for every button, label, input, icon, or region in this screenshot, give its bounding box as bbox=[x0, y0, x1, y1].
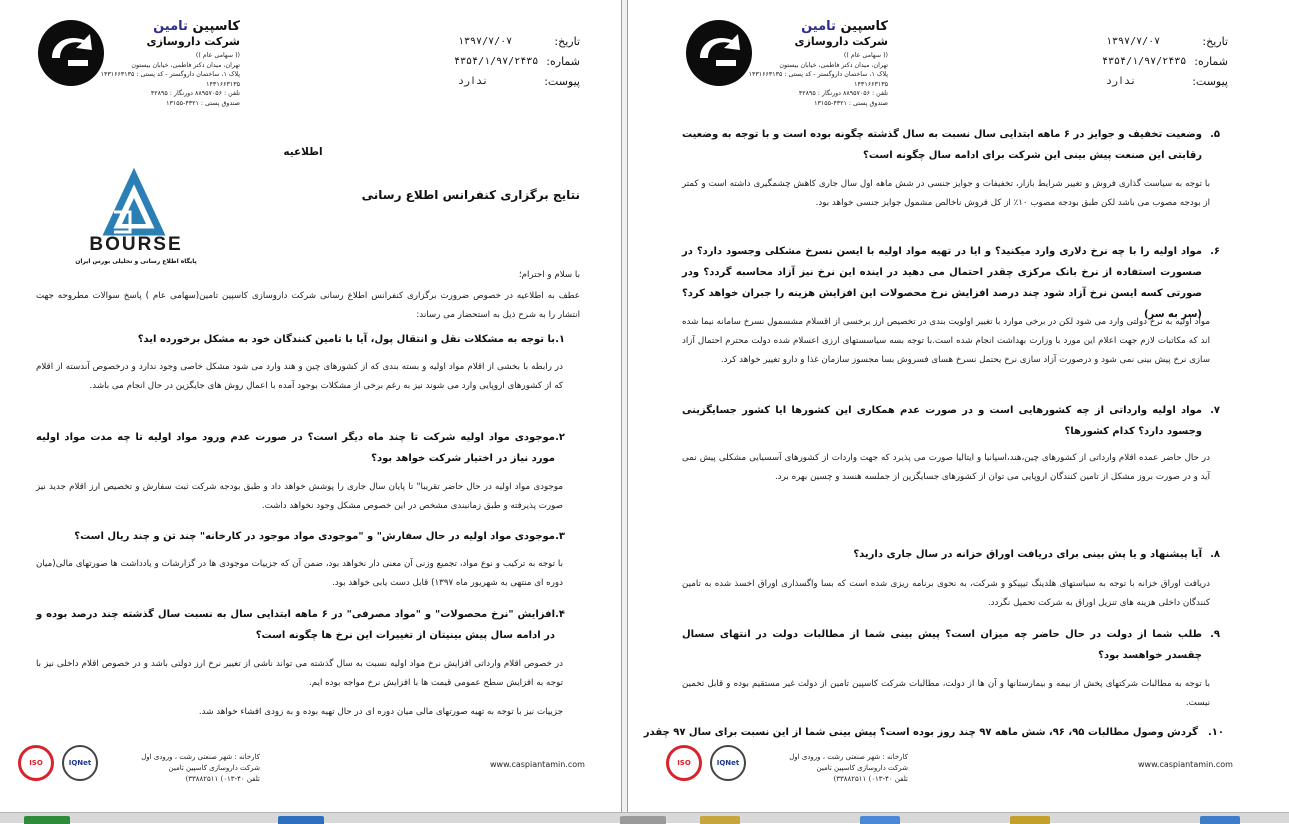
question-9: طلب شما از دولت در حال حاضر چه میزان است؟ پیش بینی شما از مطالبات دولت در انتهای سسال چقسدر خواهسد بود؟ bbox=[682, 629, 1202, 661]
question-8-number: ۸. bbox=[1210, 549, 1220, 560]
company-phone: تلفن : ۸۸۹۵۷۰۵۶ دورنگار : ۴۲۸۹۵ bbox=[798, 90, 888, 98]
question-7-number: ۷. bbox=[1210, 405, 1220, 416]
attach-label: پیوست: bbox=[1192, 75, 1228, 88]
date-label: تاریخ: bbox=[1202, 35, 1228, 48]
question-4: افزایش "نرخ محصولات" و "مواد مصرفی" در ۶ ماهه ابتدایی سال به نسبت سال گذشته چند درصد بوده و در ادامه سال پیش بینیتان از تغییرات این نرخ ها چگونه است؟ bbox=[36, 609, 555, 641]
date-value: ۱۳۹۷/۷/۰۷ bbox=[458, 36, 513, 47]
attach-label: پیوست: bbox=[544, 75, 580, 88]
company-type: (( سهامی عام )) bbox=[195, 52, 240, 59]
taskbar-app-icon[interactable] bbox=[860, 816, 900, 824]
company-subtitle: شرکت داروسازی bbox=[146, 35, 240, 48]
bourse-text: BOURSE bbox=[89, 234, 183, 255]
footer-address: کارخانه : شهر صنعتی رشت ، ورودی اول شرکت داروسازی کاسپین تامین تلفن ۴۰-۰۱۳) ۳۳۸۸۲۵۱۱) bbox=[789, 753, 908, 783]
company-address-1: تهران، میدان دکتر فاطمی، خیابان بیستون bbox=[779, 61, 888, 69]
question-6-number: ۶. bbox=[1210, 246, 1220, 257]
date-value: ۱۳۹۷/۷/۰۷ bbox=[1106, 36, 1161, 47]
attach-value: ندارد bbox=[1106, 76, 1137, 87]
document-title: نتایج برگزاری کنفرانس اطلاع رسانی bbox=[361, 188, 580, 202]
company-logo-icon bbox=[686, 20, 752, 86]
company-pobox: صندوق پستی : ۴۳۲۱-۱۳۱۵۵ bbox=[814, 99, 888, 107]
company-postal: ۱۴۳۱۶۶۳۱۳۵ bbox=[206, 80, 240, 88]
date-label: تاریخ: bbox=[554, 35, 580, 48]
answer-3: با توجه به ترکیب و نوع مواد، تجمیع وزنی آن معنی دار نخواهد بود، ضمن آن که جزییات موجودی ها در گزارشات و یادداشت ها صورتهای مالی(میان دوره ای منتهی به شهریور ماه ۱۳۹۷) قابل دست یابی خواهد بود. bbox=[36, 559, 563, 588]
question-3-number: ۳. bbox=[555, 531, 565, 542]
question-2: موجودی مواد اولیه شرکت تا چند ماه دیگر است؟ در صورت عدم ورود مواد اولیه تا چه مدت مواد اولیه مورد نیاز در اختیار شرکت خواهد بود؟ bbox=[36, 432, 555, 464]
answer-4: در خصوص اقلام وارداتی افزایش نرخ مواد اولیه نسبت به سال گذشته می تواند ناشی از تغییر نرخ ارز دولتی باشد و در خصوص اقلام داخلی نیز با توجه به افزایش سطح عمومی قیمت ها با افزایش نرخ مواجه بوده ایم. bbox=[36, 659, 563, 688]
footer-url[interactable]: www.caspiantamin.com bbox=[1138, 760, 1233, 769]
certification-badge-iqnet: IQNet bbox=[62, 745, 98, 781]
taskbar-app-icon[interactable] bbox=[278, 816, 324, 824]
taskbar-app-icon[interactable] bbox=[24, 816, 70, 824]
document-page-2 bbox=[628, 0, 1289, 812]
answer-2: موجودی مواد اولیه در حال حاضر تقریبا" تا پایان سال جاری را پوشش خواهد داد و طبق بودجه شرکت ثبت سفارش و تخصیص ارز اقلام جدید نیز صورت پذیرفته و طبق زمانبندی مشخص در این خصوص مشکل وجود نخواهد داشت. bbox=[36, 482, 563, 511]
number-label: شماره: bbox=[546, 55, 580, 68]
question-9-number: ۹. bbox=[1210, 629, 1220, 640]
page-separator bbox=[621, 0, 628, 812]
taskbar-app-icon[interactable] bbox=[1010, 816, 1050, 824]
question-1: با توجه به مشکلات نقل و انتقال پول، آیا با تامین کنندگان خود به مشکل برخورده اید؟ bbox=[137, 334, 555, 345]
number-label: شماره: bbox=[1194, 55, 1228, 68]
bourse-mark-icon bbox=[70, 168, 202, 272]
question-1-number: ۱. bbox=[555, 334, 565, 345]
company-address-2: پلاک ۱، ساختمان داروگستر - کد پستی : ۱۴۳۱۶۶۳۱۳۵ bbox=[748, 71, 888, 79]
footer-url[interactable]: www.caspiantamin.com bbox=[490, 760, 585, 769]
footer-address: کارخانه : شهر صنعتی رشت ، ورودی اول شرکت داروسازی کاسپین تامین تلفن ۴۰-۰۱۳) ۳۳۸۸۲۵۱۱) bbox=[141, 753, 260, 783]
question-2-number: ۲. bbox=[555, 432, 565, 443]
number-value: ۴۳۵۴/۱/۹۷/۲۴۳۵ bbox=[453, 56, 539, 67]
company-logo-icon bbox=[38, 20, 104, 86]
question-5: وضعیت تخفیف و جوایز در ۶ ماهه ابتدایی سال نسبت به سال گذشته چگونه بوده است و با توجه به وضعیت رقابتی این صنعت پیش بینی این شرکت برای ادامه سال چگونه است؟ bbox=[682, 129, 1202, 161]
taskbar-app-icon[interactable] bbox=[1200, 816, 1240, 824]
question-6: مواد اولیه را با چه نرخ دلاری وارد میکنید؟ و ایا در تهیه مواد اولیه با ایسن نسرخ مشکلی وجسود دارد؟ در صسورت استفاده از نرخ بانک مرکزی چقدر احتمال می دهید در اینده این نرخ نیز آزاد محاسبه گردد؟ ودر صورتی کسه ایسن نرخ آزاد شود چند درصد افزایش نرخ محصولات این افزایش هزینه را جبران خواهد کرد؟ (سر به سر) bbox=[682, 246, 1202, 320]
company-pobox: صندوق پستی : ۴۳۲۱-۱۳۱۵۵ bbox=[166, 99, 240, 107]
question-8: آیا پیشنهاد و یا پش بینی برای دریافت اوراق خزانه در سال جاری دارید؟ bbox=[853, 549, 1202, 560]
question-10: گردش وصول مطالبات ۹۵، ۹۶، شش ماهه ۹۷ چند روز بوده است؟ پیش بینی شما از این نسبت برای سال ۹۷ چقدر bbox=[643, 727, 1198, 738]
company-address-1: تهران، میدان دکتر فاطمی، خیابان بیستون bbox=[131, 61, 240, 69]
attach-value: ندارد bbox=[458, 76, 489, 87]
letter-refs bbox=[453, 32, 580, 92]
question-3: موجودی مواد اولیه در حال سفارش" و "موجودی مواد موجود در کارخانه" چند تن و چند ریال است؟ bbox=[74, 531, 555, 542]
answer-1: در رابطه با بخشی از اقلام مواد اولیه و بسته بندی که از کشورهای چین و هند وارد می شود مشکل خاصی وجود ندارد و درخصوص آندسته از اقلام که از کشورهای اروپایی وارد می شوند نیز به رغم برخی از مشکلات بوجود آمده با اعمال روش های جایگزین در حال انجام می باشد. bbox=[36, 362, 563, 391]
question-10-number: ۱۰. bbox=[1207, 727, 1224, 738]
answer-8: دریافت اوراق خزانه با توجه به سیاستهای هلدینگ تیپیکو و شرکت، به نحوی برنامه ریزی شده است که بسا واگسذاری اوراق اخسذ شده به تامین کنندگان داخلی هزینه های تنزیل اوراق به شرکت تحمیل نگردد. bbox=[682, 579, 1210, 608]
company-name: کاسپین تامین bbox=[801, 19, 888, 34]
company-name: کاسپین تامین bbox=[153, 19, 240, 34]
question-7: مواد اولیه وارداتی از چه کشورهایی است و در صورت عدم همکاری این کشورها ایا کشور جسایگزینی وجسود دارد؟ کدام کشورها؟ bbox=[682, 405, 1202, 437]
certification-badge-iso: ISO bbox=[18, 745, 54, 781]
answer-4-details: جزییات نیز با توجه به تهیه صورتهای مالی میان دوره ای در حال تهیه بوده و به زودی افشاء خواهد شد. bbox=[198, 707, 563, 717]
answer-7: در حال حاضر عمده اقلام وارداتی از کشورهای چین،هند،اسپانیا و ایتالیا صورت می پذیرد که جهت واردات از کشورهای آسسیایی مشکلی پیش نمی آید و در صورت بروز مشکل از تامین کنندگان اروپایی می توان از کشورهای جسایگزین از جملسه هنسد و چسین بهره برد. bbox=[682, 453, 1210, 482]
company-subtitle: شرکت داروسازی bbox=[794, 35, 888, 48]
company-postal: ۱۴۳۱۶۶۳۱۳۵ bbox=[854, 80, 888, 88]
company-phone: تلفن : ۸۸۹۵۷۰۵۶ دورنگار : ۴۲۸۹۵ bbox=[150, 90, 240, 98]
question-4-number: ۴. bbox=[555, 609, 565, 620]
answer-9: با توجه به مطالبات شرکتهای پخش از بیمه و بیمارستانها و آن ها از دولت، مطالبات شرکت کاسپین تامین از دولت غیر مستقیم بوده و قابل تخمین نیست. bbox=[682, 679, 1210, 708]
taskbar bbox=[0, 812, 1289, 823]
certification-badge-iso: ISO bbox=[666, 745, 702, 781]
letter-refs bbox=[1101, 32, 1228, 92]
answer-5: با توجه به سیاست گذاری فروش و تغییر شرایط بازار، تخفیفات و جوایز جنسی در شش ماهه اول سال جاری کاهش چشمگیری داشته است و کمتر از بودجه مصوب می باشد لکن طبق بودجه مصوب ۱۰٪ از کل فروش ناخالص مشمول جوایز جنسی خواهد بود. bbox=[682, 179, 1210, 208]
taskbar-app-icon[interactable] bbox=[620, 816, 666, 824]
company-header bbox=[100, 18, 240, 109]
bourse-logo bbox=[70, 168, 202, 272]
bourse-subtitle: پایگاه اطلاع رسانی و تحلیلی بورس ایران bbox=[75, 258, 197, 265]
certification-badge-iqnet: IQNet bbox=[710, 745, 746, 781]
taskbar-app-icon[interactable] bbox=[700, 816, 740, 824]
company-header bbox=[748, 18, 888, 109]
number-value: ۴۳۵۴/۱/۹۷/۲۴۳۵ bbox=[1101, 56, 1187, 67]
intro-paragraph: عطف به اطلاعیه در خصوص ضرورت برگزاری کنفرانس اطلاع رسانی شرکت داروسازی کاسپین تامین(سهامی عام ) پاسخ سوالات مطروحه جهت انتشار را به شرح ذیل به استحضار می رساند: bbox=[36, 291, 580, 320]
company-type: (( سهامی عام )) bbox=[843, 52, 888, 59]
greeting: با سلام و احترام؛ bbox=[518, 270, 580, 280]
document-page-1 bbox=[0, 0, 620, 812]
heading: اطلاعیه bbox=[283, 146, 323, 158]
company-address-2: پلاک ۱، ساختمان داروگستر - کد پستی : ۱۴۳۱۶۶۳۱۳۵ bbox=[100, 71, 240, 79]
question-5-number: ۵. bbox=[1210, 129, 1220, 140]
answer-6: مواد اولیه به نرخ دولتی وارد می شود لکن در برخی موارد با تغییر اولویت بندی در تخصیص ارز برخسی از اقسلام مشسمول نسرخ سامانه نیما شده اند که مکاتبات لازم جهت اعلام این مورد با وزارت بهداشت انجام شده است.با توجه بسه سیاسستهای ارزی اعسلام شده دولت محترم احتمال آزاد سازی نرخ پیش بینی نمی شود و درصورت آزاد سازی نرخ یحتمل نسرخ هسای فسروش بسا مجسوز سازمان غذا و دارو تغییر خواهد کرد. bbox=[682, 317, 1210, 365]
